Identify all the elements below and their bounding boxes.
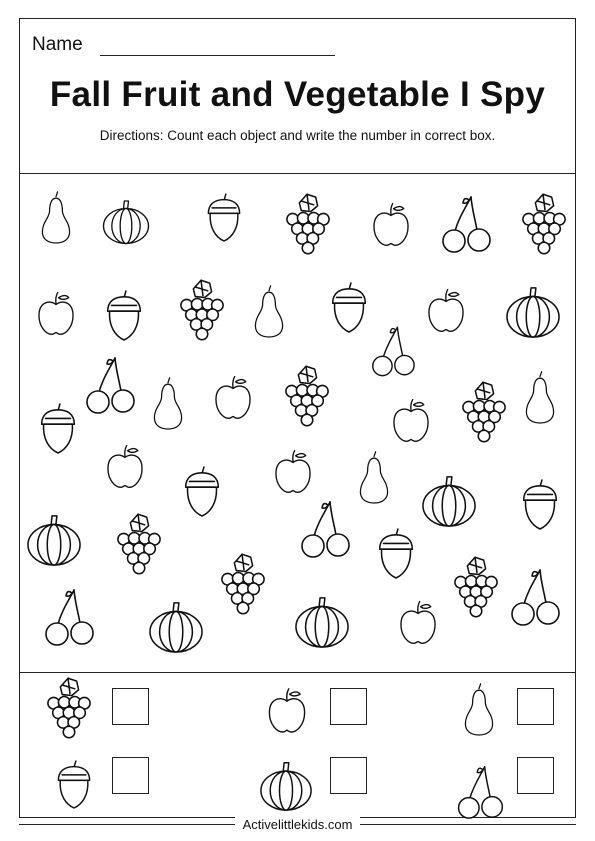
acorn-icon (516, 478, 564, 532)
pear-icon (520, 367, 560, 431)
pumpkin-icon (25, 512, 83, 566)
pumpkin-icon (101, 194, 151, 248)
acorn-icon (100, 289, 148, 343)
grapes-icon (219, 553, 267, 615)
acorn-count-box[interactable] (112, 757, 149, 794)
apple-icon (389, 397, 433, 443)
acorn-icon (34, 402, 82, 456)
pumpkin-icon (419, 473, 479, 527)
grapes-icon (284, 193, 332, 255)
acorn-icon (201, 191, 247, 245)
apple-icon (369, 201, 413, 247)
pear-icon (459, 679, 499, 743)
grapes-icon (115, 513, 163, 575)
pumpkin-icon (256, 759, 316, 811)
acorn-icon (178, 465, 226, 519)
acorn-icon (372, 527, 420, 581)
header-divider (19, 173, 576, 174)
grapes-count-box[interactable] (112, 688, 149, 725)
grapes-icon (45, 676, 93, 740)
footer-text: Activelittlekids.com (235, 817, 361, 832)
grapes-icon (283, 365, 331, 427)
grapes-icon (460, 381, 508, 443)
cherries-count-box[interactable] (517, 757, 554, 794)
cherries-icon (371, 322, 415, 380)
acorn-icon (51, 758, 97, 812)
pear-icon (354, 447, 394, 511)
pear-icon (36, 187, 76, 251)
pear-icon (148, 373, 188, 437)
cherries-icon (300, 500, 350, 558)
acorn-icon (325, 281, 373, 335)
apple-icon (211, 374, 255, 420)
grapes-icon (178, 279, 226, 341)
pumpkin-icon (503, 284, 563, 338)
answer-divider (19, 672, 576, 673)
footer (0, 816, 595, 834)
name-input-line[interactable] (100, 55, 335, 56)
grapes-icon (452, 556, 500, 618)
pumpkin-icon (292, 594, 352, 648)
name-label: Name (32, 34, 83, 55)
cherries-icon (455, 765, 505, 819)
apple-icon (265, 686, 309, 734)
pear-count-box[interactable] (517, 688, 554, 725)
apple-icon (271, 448, 315, 494)
page-title: Fall Fruit and Vegetable I Spy (49, 75, 546, 114)
apple-icon (103, 443, 147, 489)
apple-icon (34, 290, 78, 336)
apple-count-box[interactable] (330, 688, 367, 725)
apple-icon (396, 599, 440, 645)
pear-icon (249, 281, 289, 345)
grapes-icon (520, 193, 568, 255)
cherries-icon (510, 568, 560, 626)
apple-icon (424, 287, 468, 333)
cherries-icon (44, 588, 94, 646)
cherries-icon (441, 195, 491, 253)
pumpkin-icon (146, 599, 206, 653)
directions: Directions: Count each object and write the number in correct box. (99, 128, 496, 143)
pumpkin-count-box[interactable] (330, 757, 367, 794)
cherries-icon (85, 356, 135, 414)
